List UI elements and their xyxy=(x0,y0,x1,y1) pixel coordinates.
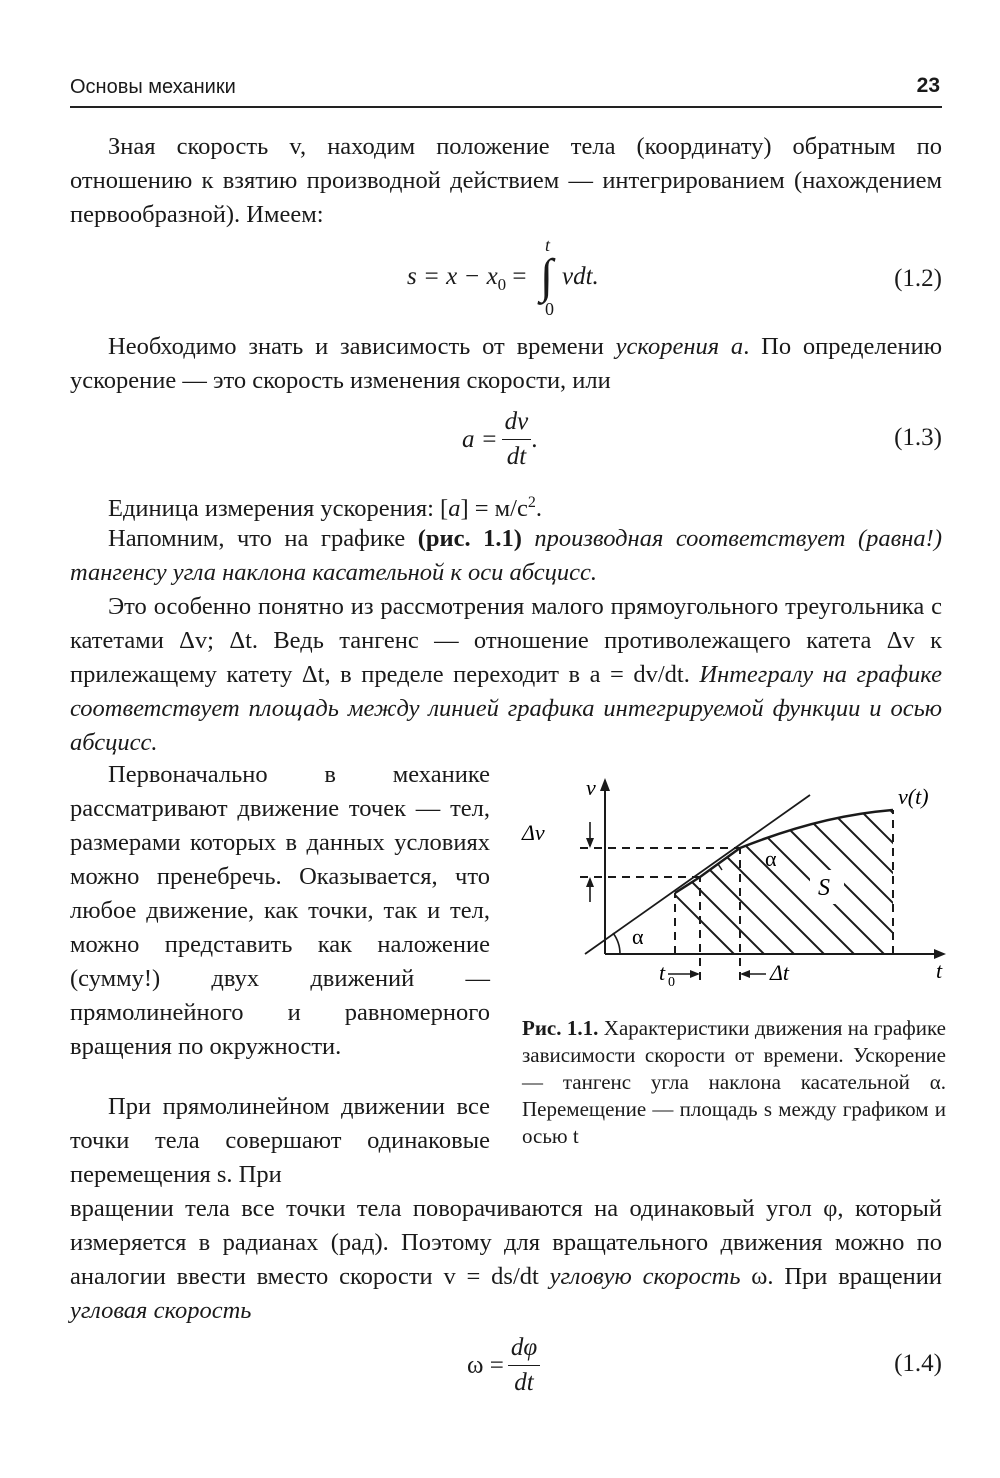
p2-text-c: . По определению ускорение — это скорость изменения скорости, или xyxy=(70,333,942,394)
tangent-line xyxy=(585,795,810,954)
eq14-numerator: dφ xyxy=(508,1334,540,1366)
label-t0-subscript: 0 xyxy=(668,975,675,990)
page-number: 23 xyxy=(916,74,940,97)
paragraph-6: Первоначально в механике рассматривают движение точек — тел, размерами которых в данных условиях можно пренебречь. Оказывается, что любое движение, как точки, так и тел, можно представить как наложение (сумму!) двух движений — прямолинейного и равномерного вращения по окружности. xyxy=(70,761,490,1060)
paragraph-3 xyxy=(70,486,942,526)
label-t-axis: t xyxy=(936,958,943,983)
label-area-s: S xyxy=(818,875,830,901)
p3-text-d: . xyxy=(535,495,542,523)
label-alpha-origin: α xyxy=(632,924,644,949)
eq13-tail: . xyxy=(531,425,538,453)
eq13-numerator: dv xyxy=(502,408,532,440)
eq13-fraction xyxy=(502,408,532,471)
caption-text: Характеристики движения на графике зависимости скорости от времени. Ускорение — тангенс угла наклона касательной α. Перемещение — площадь s между графиком и осью t xyxy=(522,1016,947,1148)
p2-term-acceleration: ускорения a xyxy=(615,333,744,360)
eq12-subscript: 0 xyxy=(497,275,507,294)
eq14-lhs: ω = xyxy=(467,1351,504,1379)
p7-text-a: вращении тела все точки тела поворачиваются на одинаковый угол φ, который измеряется в радианах (рад). Поэтому для вращательного движения можно по аналогии ввести вместо скорости v = ds/dt xyxy=(70,1195,942,1290)
p7-text-c: ω. При вращении xyxy=(740,1263,942,1290)
p4-figure-ref: (рис. 1.1) xyxy=(417,525,522,552)
p3-text-a: Единица измерения ускорения: [ xyxy=(108,495,449,523)
equation-1-3 xyxy=(0,402,1000,482)
running-title: Основы механики xyxy=(70,76,236,98)
eq13-lhs: a = xyxy=(462,425,498,453)
p4-text-a: Напомним, что на графике xyxy=(108,525,418,552)
equation-1-2 xyxy=(0,235,1000,325)
eq14-number: (1.4) xyxy=(894,1350,942,1377)
label-alpha-tangent: α xyxy=(765,846,777,871)
label-v-axis: v xyxy=(586,775,596,800)
curve-v-of-t xyxy=(675,810,893,893)
paragraph-5 xyxy=(70,590,942,760)
dv-arrowhead-top xyxy=(586,838,594,848)
figure-velocity-graph xyxy=(515,770,955,1010)
p5-text-a: Это особенно понятно из рассмотрения малого прямоугольного треугольника с катетами Δv; Δt. Ведь тангенс — отношение противолежащего катета Δv к прилежащему катету Δt, в пределе переходит в a = dv/dt. xyxy=(70,593,942,688)
paragraph-7-continued xyxy=(70,1192,942,1328)
eq12-equals: = xyxy=(506,263,527,290)
paragraph-1: Зная скорость v, находим положение тела (координату) обратным по отношению к взятию производной действием — интегрированием (нахождением первообразной). Имеем: xyxy=(70,133,942,228)
figure-caption xyxy=(522,1015,946,1150)
p3-superscript: 2 xyxy=(527,494,536,511)
p7-term-angular-velocity-2: угловая скорость xyxy=(70,1297,252,1324)
eq12-upper-limit: t xyxy=(545,235,551,255)
eq13-denominator: dt xyxy=(506,443,527,470)
p3-symbol-a: a xyxy=(448,495,461,523)
paragraph-2 xyxy=(70,330,942,398)
dt-arrowhead-left xyxy=(690,970,700,978)
label-curve: v(t) xyxy=(898,784,929,809)
caption-label: Рис. 1.1. xyxy=(522,1016,599,1040)
eq12-lower-limit: 0 xyxy=(545,299,554,319)
running-header xyxy=(70,72,942,108)
eq12-integral-sign: ∫ xyxy=(540,250,554,303)
paragraph-7-column: При прямолинейном движении все точки тела совершают одинаковые перемещения s. При xyxy=(70,1093,490,1188)
p4-text-c: производная соответствует (равна!) тангенсу угла наклона касательной к оси абсцисс. xyxy=(70,525,942,586)
eq14-fraction xyxy=(508,1334,540,1397)
v-axis-arrow xyxy=(600,778,610,791)
label-delta-v: Δv xyxy=(522,820,545,845)
p3-text-c: ] = м/с xyxy=(460,495,528,523)
p7-term-angular-velocity: угловую скорость xyxy=(549,1263,741,1290)
eq14-denominator: dt xyxy=(514,1369,534,1396)
paragraph-4 xyxy=(70,522,942,590)
alpha-arc xyxy=(613,933,620,954)
p2-text-a: Необходимо знать и зависимость от времени xyxy=(108,333,616,360)
label-t0: t xyxy=(659,960,666,985)
equation-1-4 xyxy=(0,1330,1000,1410)
dv-arrowhead-bottom xyxy=(586,877,594,887)
dt-arrowhead-right xyxy=(740,970,750,978)
eq12-lhs: s = x − x xyxy=(407,263,498,290)
p5-text-b: Интегралу на графике соответствует площадь между линией графика интегрируемой функции и осью абсцисс. xyxy=(70,661,942,756)
eq12-integrand: vdt. xyxy=(562,263,599,290)
label-delta-t: Δt xyxy=(770,960,790,985)
eq12-number: (1.2) xyxy=(894,265,942,292)
right-angle-mark xyxy=(712,864,722,870)
eq13-number: (1.3) xyxy=(894,424,942,451)
